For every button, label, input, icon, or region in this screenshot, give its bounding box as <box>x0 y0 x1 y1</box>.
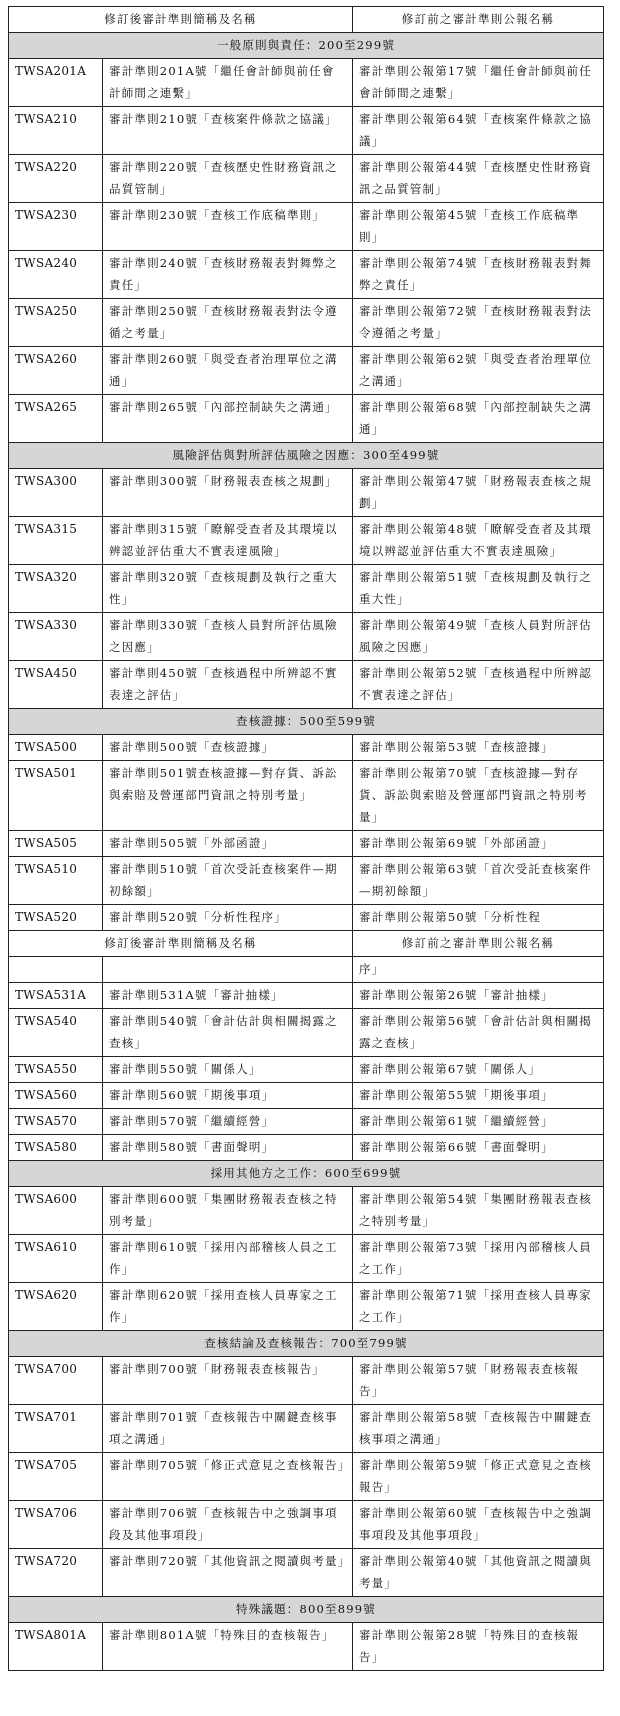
table-row <box>9 857 604 905</box>
standard-code: TWSA720 <box>9 1549 103 1597</box>
continuation-text: 序」 <box>353 957 604 983</box>
table-row <box>9 983 604 1009</box>
table-body <box>9 7 604 1671</box>
standards-mapping-table <box>8 6 604 1671</box>
revised-standard-name: 審計準則540號「會計估計與相關揭露之查核」 <box>103 1009 353 1057</box>
previous-standard-name: 審計準則公報第26號「審計抽樣」 <box>353 983 604 1009</box>
table-row <box>9 251 604 299</box>
previous-standard-name: 審計準則公報第54號「集團財務報表查核之特別考量」 <box>353 1187 604 1235</box>
revised-standard-name: 審計準則450號「查核過程中所辨認不實表達之評估」 <box>103 661 353 709</box>
standard-code: TWSA240 <box>9 251 103 299</box>
previous-standard-name: 審計準則公報第57號「財務報表查核報告」 <box>353 1357 604 1405</box>
previous-standard-name: 審計準則公報第45號「查核工作底稿準則」 <box>353 203 604 251</box>
revised-standard-name: 審計準則701號「查核報告中關鍵查核事項之溝通」 <box>103 1405 353 1453</box>
table-row <box>9 517 604 565</box>
header-col-new: 修訂後審計準則簡稱及名稱 <box>9 7 353 33</box>
standard-code: TWSA600 <box>9 1187 103 1235</box>
standard-code: TWSA500 <box>9 735 103 761</box>
standard-code: TWSA520 <box>9 905 103 931</box>
standard-code: TWSA531A <box>9 983 103 1009</box>
revised-standard-name: 審計準則706號「查核報告中之強調事項段及其他事項段」 <box>103 1501 353 1549</box>
table-row <box>9 1187 604 1235</box>
table-row <box>9 347 604 395</box>
revised-standard-name: 審計準則320號「查核規劃及執行之重大性」 <box>103 565 353 613</box>
previous-standard-name: 審計準則公報第53號「查核證據」 <box>353 735 604 761</box>
previous-standard-name: 審計準則公報第72號「查核財務報表對法令遵循之考量」 <box>353 299 604 347</box>
standard-code: TWSA705 <box>9 1453 103 1501</box>
table-row <box>9 1135 604 1161</box>
table-row <box>9 661 604 709</box>
standard-code: TWSA801A <box>9 1623 103 1671</box>
revised-standard-name: 審計準則265號「內部控制缺失之溝通」 <box>103 395 353 443</box>
standard-code: TWSA265 <box>9 395 103 443</box>
table-row <box>9 1549 604 1597</box>
previous-standard-name: 審計準則公報第44號「查核歷史性財務資訊之品質管制」 <box>353 155 604 203</box>
section-title: 查核證據：500至599號 <box>9 709 604 735</box>
previous-standard-name: 審計準則公報第52號「查核過程中所辨認不實表達之評估」 <box>353 661 604 709</box>
standard-code: TWSA701 <box>9 1405 103 1453</box>
standard-code: TWSA250 <box>9 299 103 347</box>
standards-mapping-document <box>8 6 603 1671</box>
standard-code: TWSA450 <box>9 661 103 709</box>
section-title: 風險評估與對所評估風險之因應：300至499號 <box>9 443 604 469</box>
standard-code: TWSA505 <box>9 831 103 857</box>
revised-standard-name: 審計準則330號「查核人員對所評估風險之因應」 <box>103 613 353 661</box>
standard-code: TWSA201A <box>9 59 103 107</box>
table-row <box>9 1009 604 1057</box>
table-row <box>9 1109 604 1135</box>
table-row <box>9 1623 604 1671</box>
table-row <box>9 59 604 107</box>
previous-standard-name: 審計準則公報第55號「期後事項」 <box>353 1083 604 1109</box>
previous-standard-name: 審計準則公報第50號「分析性程 <box>353 905 604 931</box>
previous-standard-name: 審計準則公報第69號「外部函證」 <box>353 831 604 857</box>
revised-standard-name: 審計準則505號「外部函證」 <box>103 831 353 857</box>
revised-standard-name: 審計準則620號「採用查核人員專家之工作」 <box>103 1283 353 1331</box>
section-header-row <box>9 1161 604 1187</box>
table-row <box>9 107 604 155</box>
standard-code: TWSA210 <box>9 107 103 155</box>
section-header-row <box>9 1331 604 1357</box>
standard-code: TWSA700 <box>9 1357 103 1405</box>
revised-standard-name: 審計準則610號「採用內部稽核人員之工作」 <box>103 1235 353 1283</box>
revised-standard-name: 審計準則580號「書面聲明」 <box>103 1135 353 1161</box>
table-row <box>9 1083 604 1109</box>
revised-standard-name: 審計準則201A號「繼任會計師與前任會計師間之連繫」 <box>103 59 353 107</box>
table-row <box>9 905 604 931</box>
revised-standard-name: 審計準則240號「查核財務報表對舞弊之責任」 <box>103 251 353 299</box>
revised-standard-name: 審計準則720號「其他資訊之閱讀與考量」 <box>103 1549 353 1597</box>
table-row <box>9 469 604 517</box>
table-row <box>9 761 604 831</box>
revised-standard-name: 審計準則260號「與受查者治理單位之溝通」 <box>103 347 353 395</box>
revised-standard-name: 審計準則501號查核證據—對存貨、訴訟與索賠及營運部門資訊之特別考量」 <box>103 761 353 831</box>
table-row <box>9 395 604 443</box>
revised-standard-name: 審計準則210號「查核案件條款之協議」 <box>103 107 353 155</box>
standard-code: TWSA230 <box>9 203 103 251</box>
revised-standard-name: 審計準則570號「繼續經營」 <box>103 1109 353 1135</box>
table-row <box>9 299 604 347</box>
table-row <box>9 1057 604 1083</box>
previous-standard-name: 審計準則公報第49號「查核人員對所評估風險之因應」 <box>353 613 604 661</box>
standard-code: TWSA300 <box>9 469 103 517</box>
revised-standard-name: 審計準則500號「查核證據」 <box>103 735 353 761</box>
previous-standard-name: 審計準則公報第70號「查核證據—對存貨、訴訟與索賠及營運部門資訊之特別考量」 <box>353 761 604 831</box>
section-header-row <box>9 1597 604 1623</box>
continuation-new-empty <box>103 957 353 983</box>
revised-standard-name: 審計準則230號「查核工作底稿準則」 <box>103 203 353 251</box>
previous-standard-name: 審計準則公報第71號「採用查核人員專家之工作」 <box>353 1283 604 1331</box>
previous-standard-name: 審計準則公報第28號「特殊目的查核報告」 <box>353 1623 604 1671</box>
table-row <box>9 1357 604 1405</box>
previous-standard-name: 審計準則公報第17號「繼任會計師與前任會計師間之連繫」 <box>353 59 604 107</box>
previous-standard-name: 審計準則公報第68號「內部控制缺失之溝通」 <box>353 395 604 443</box>
header-col-old: 修訂前之審計準則公報名稱 <box>353 7 604 33</box>
standard-code: TWSA706 <box>9 1501 103 1549</box>
revised-standard-name: 審計準則220號「查核歷史性財務資訊之品質管制」 <box>103 155 353 203</box>
revised-standard-name: 審計準則700號「財務報表查核報告」 <box>103 1357 353 1405</box>
table-row <box>9 831 604 857</box>
table-row <box>9 203 604 251</box>
previous-standard-name: 審計準則公報第60號「查核報告中之強調事項段及其他事項段」 <box>353 1501 604 1549</box>
standard-code: TWSA610 <box>9 1235 103 1283</box>
standard-code: TWSA315 <box>9 517 103 565</box>
previous-standard-name: 審計準則公報第40號「其他資訊之閱讀與考量」 <box>353 1549 604 1597</box>
header-col-new: 修訂後審計準則簡稱及名稱 <box>9 931 353 957</box>
previous-standard-name: 審計準則公報第67號「關係人」 <box>353 1057 604 1083</box>
revised-standard-name: 審計準則531A號「審計抽樣」 <box>103 983 353 1009</box>
revised-standard-name: 審計準則315號「瞭解受查者及其環境以辨認並評估重大不實表達風險」 <box>103 517 353 565</box>
standard-code: TWSA510 <box>9 857 103 905</box>
standard-code: TWSA580 <box>9 1135 103 1161</box>
section-title: 採用其他方之工作：600至699號 <box>9 1161 604 1187</box>
table-row <box>9 1283 604 1331</box>
previous-standard-name: 審計準則公報第48號「瞭解受查者及其環境以辨認並評估重大不實表達風險」 <box>353 517 604 565</box>
previous-standard-name: 審計準則公報第62號「與受查者治理單位之溝通」 <box>353 347 604 395</box>
section-header-row <box>9 709 604 735</box>
previous-standard-name: 審計準則公報第56號「會計估計與相關揭露之查核」 <box>353 1009 604 1057</box>
table-row <box>9 613 604 661</box>
standard-code: TWSA560 <box>9 1083 103 1109</box>
standard-code: TWSA260 <box>9 347 103 395</box>
previous-standard-name: 審計準則公報第47號「財務報表查核之規劃」 <box>353 469 604 517</box>
standard-code: TWSA220 <box>9 155 103 203</box>
section-title: 查核結論及查核報告：700至799號 <box>9 1331 604 1357</box>
previous-standard-name: 審計準則公報第73號「採用內部稽核人員之工作」 <box>353 1235 604 1283</box>
continuation-code-empty <box>9 957 103 983</box>
standard-code: TWSA320 <box>9 565 103 613</box>
previous-standard-name: 審計準則公報第61號「繼續經營」 <box>353 1109 604 1135</box>
standard-code: TWSA570 <box>9 1109 103 1135</box>
table-row <box>9 1453 604 1501</box>
standard-code: TWSA550 <box>9 1057 103 1083</box>
section-title: 特殊議題：800至899號 <box>9 1597 604 1623</box>
standard-code: TWSA540 <box>9 1009 103 1057</box>
standard-code: TWSA620 <box>9 1283 103 1331</box>
header-col-old: 修訂前之審計準則公報名稱 <box>353 931 604 957</box>
section-header-row <box>9 33 604 59</box>
previous-standard-name: 審計準則公報第59號「修正式意見之查核報告」 <box>353 1453 604 1501</box>
continuation-row <box>9 957 604 983</box>
revised-standard-name: 審計準則550號「關係人」 <box>103 1057 353 1083</box>
revised-standard-name: 審計準則300號「財務報表查核之規劃」 <box>103 469 353 517</box>
table-row <box>9 155 604 203</box>
section-title: 一般原則與責任：200至299號 <box>9 33 604 59</box>
previous-standard-name: 審計準則公報第63號「首次受託查核案件—期初餘額」 <box>353 857 604 905</box>
standard-code: TWSA330 <box>9 613 103 661</box>
table-row <box>9 1501 604 1549</box>
revised-standard-name: 審計準則801A號「特殊目的查核報告」 <box>103 1623 353 1671</box>
table-header-row <box>9 7 604 33</box>
table-row <box>9 1405 604 1453</box>
table-row <box>9 1235 604 1283</box>
standard-code: TWSA501 <box>9 761 103 831</box>
revised-standard-name: 審計準則520號「分析性程序」 <box>103 905 353 931</box>
previous-standard-name: 審計準則公報第58號「查核報告中關鍵查核事項之溝通」 <box>353 1405 604 1453</box>
table-row <box>9 565 604 613</box>
revised-standard-name: 審計準則510號「首次受託查核案件—期初餘額」 <box>103 857 353 905</box>
revised-standard-name: 審計準則600號「集團財務報表查核之特別考量」 <box>103 1187 353 1235</box>
previous-standard-name: 審計準則公報第74號「查核財務報表對舞弊之責任」 <box>353 251 604 299</box>
table-header-row-repeat <box>9 931 604 957</box>
previous-standard-name: 審計準則公報第51號「查核規劃及執行之重大性」 <box>353 565 604 613</box>
previous-standard-name: 審計準則公報第66號「書面聲明」 <box>353 1135 604 1161</box>
revised-standard-name: 審計準則705號「修正式意見之查核報告」 <box>103 1453 353 1501</box>
section-header-row <box>9 443 604 469</box>
table-row <box>9 735 604 761</box>
revised-standard-name: 審計準則560號「期後事項」 <box>103 1083 353 1109</box>
previous-standard-name: 審計準則公報第64號「查核案件條款之協議」 <box>353 107 604 155</box>
revised-standard-name: 審計準則250號「查核財務報表對法令遵循之考量」 <box>103 299 353 347</box>
